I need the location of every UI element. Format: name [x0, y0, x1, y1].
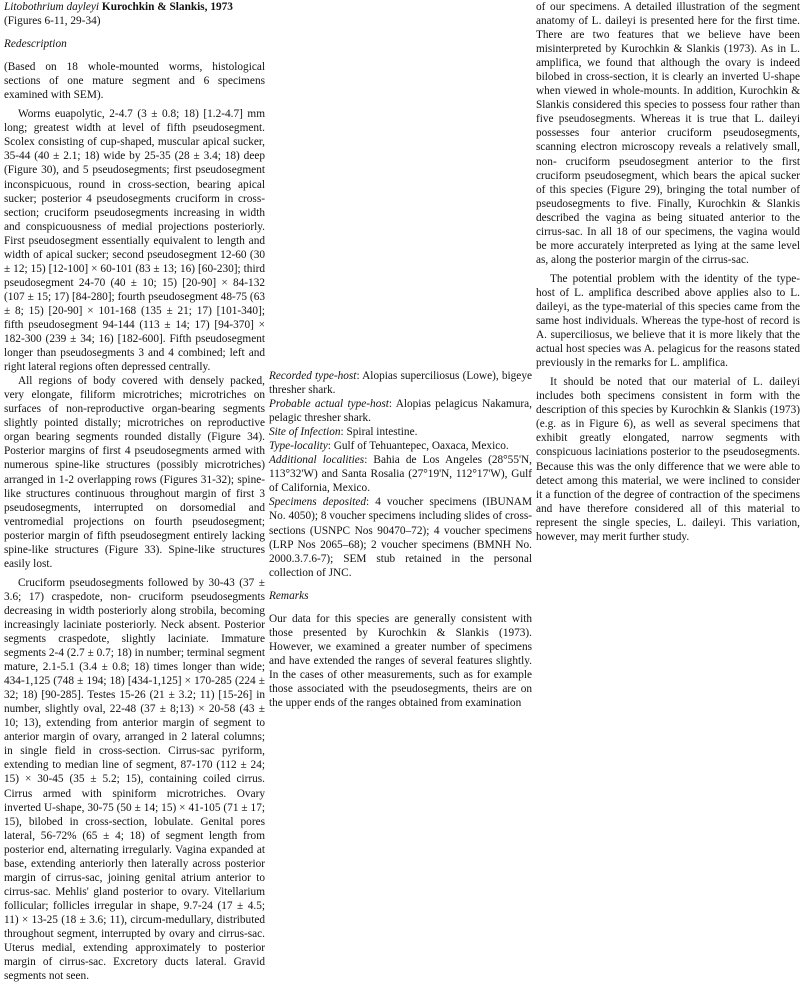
remarks-paragraph: It should be noted that our material of L. daileyi includes both specimens consistent in form with the description of this species by Kurochkin & Slankis (1973) (e.g. as in Figure 6), as well as several specimens that exhibit greatly elongated, narrow segments with conspicuous laciniations posterior to the pseudosegments. Because this was the only difference that we were able to detect among this material, we were inclined to consider it a function of the degree of contraction of the specimens and have therefore considered all of this material to represent the single species, L. daileyi. This variation, however, may merit further study. — [536, 376, 800, 543]
record-label: Type-locality — [269, 440, 328, 453]
record-specimens — [269, 495, 532, 579]
record-site — [269, 425, 532, 439]
record-label: Site of Infection — [269, 426, 341, 439]
column-right — [536, 0, 800, 983]
record-value: : Alopias superciliosus (Lowe), bigeye thresher shark. — [269, 370, 532, 397]
remarks-paragraph: Our data for this species are generally consistent with those presented by Kurochkin & Slankis (1973). However, we examined a greater number of specimens and have extended the ranges of several features slightly. In the cases of other measurements, such as for example those associated with the pseudosegments, theirs are on the upper ends of the ranges obtained from examination — [269, 612, 532, 710]
species-name: Litobothrium dayleyi — [4, 1, 100, 13]
column-left — [4, 0, 265, 983]
record-probable-host — [269, 397, 532, 425]
redescription-paragraph: All regions of body covered with densely packed, very elongate, filiform microtriches; microtriches on surfaces of non-reproductive organ-bearing segments slightly pointed distally; microtriches on reproductive organ bearing segments rounded distally (Figure 34). Posterior margins of first 4 pseudosegments armed with numerous spine-like structures (possibly microtriches) arranged in 1-2 overlapping rows (Figures 31-32); spine- like structures continuous throughout margin of first 3 pseudosegments, interrupted on dorsomedial and ventromedial projections on fourth pseudosegment; posterior margin of fifth pseudosegment entirely lacking spine-like structures (Figure 33). Spine-like structures easily lost. — [4, 375, 265, 570]
redescription-title: Redescription — [4, 38, 67, 51]
record-value: : Spiral intestine. — [340, 426, 418, 439]
redescription-intro: (Based on 18 whole-mounted worms, histological sections of one mature segment and 6 specimens examined with SEM). — [4, 61, 265, 102]
remarks-paragraph: The potential problem with the identity of the type-host of L. amplifica described above applies also to L. daileyi, as the type-material of this species came from the same host individuals. Whereas the type-host of record is A. superciliosus, we believe that it is more likely that the actual host species was A. pelagicus for the reasons stated previously in the remarks for L. amplifica. — [536, 272, 800, 370]
three-column-layout — [4, 0, 800, 983]
species-heading — [4, 0, 265, 14]
redescription-paragraph: Cruciform pseudosegments followed by 30-43 (37 ± 3.6; 17) craspedote, non- cruciform pseudosegments decreasing in width posteriorly along strobila, becoming increasingly laciniate posteriorly. Neck absent. Posterior segments craspedote, slightly laciniate. Immature segments 2-4 (2.7 ± 0.7; 18) in number; terminal segment mature, 2.1-5.1 (3.4 ± 0.8; 18) times longer than wide; 434-1,125 (748 ± 194; 18) [434-1,125] × 170-285 (224 ± 32; 18) [90-285]. Testes 15-26 (21 ± 3.2; 11) [15-26] in number, slightly oval, 22-48 (37 ± 8;13) × 20-58 (43 ± 10; 13), extending from anterior margin of segment to anterior margin of ovary, arranged in 2 lateral columns; in single field in cross-section. Cirrus-sac pyriform, extending to median line of segment, 87-170 (112 ± 24; 15) × 30-45 (35 ± 5.2; 15), containing coiled cirrus. Cirrus armed with spiniform microtriches. Ovary inverted U-shape, 30-75 (50 ± 14; 15) × 41-105 (71 ± 17; 15), bilobed in cross-section, lobulate. Genital pores lateral, 56-72% (65 ± 4; 18) of segment length from posterior end, alternating irregularly. Vagina expanded at base, extending anteriorly then laterally across posterior margin of cirrus-sac, joining genital atrium anterior to cirrus-sac. Mehlis' gland posterior to ovary. Vitellarium follicular; follicles irregular in shape, 9.7-24 (17 ± 4.5; 11) × 13-25 (18 ± 3.6; 11), circum-medullary, distributed throughout segment, interrupted by ovary and cirrus-sac. Uterus medial, extending approximately to posterior margin of cirrus-sac. Excretory ducts lateral. Gravid segments not seen. — [4, 576, 265, 983]
record-label: Recorded type-host — [269, 370, 357, 382]
record-type-locality — [269, 439, 532, 453]
record-additional-localities — [269, 453, 532, 495]
record-label: Specimens deposited — [269, 496, 367, 509]
redescription-paragraph: Worms euapolytic, 2-4.7 (3 ± 0.8; 18) [1.2-4.7] mm long; greatest width at level of fifth pseudosegment. Scolex consisting of cup-shaped, muscular apical sucker, 35-44 (40 ± 2.1; 18) wide by 25-35 (28 ± 3.4; 18) deep (Figure 30), and 5 pseudosegments; first pseudosegment inconspicuous, round in cross-section, bearing apical sucker; posterior 4 pseudosegments cruciform in cross-section; cruciform pseudosegments increasing in width and conspicuousness of medial projections posteriorly. First pseudosegment essentially equivalent to length and width of apical sucker; second pseudosegment 12-60 (30 ± 12; 15) [12-100] × 60-101 (83 ± 13; 16) [60-230]; third pseudosegment 24-70 (40 ± 10; 15) [20-90] × 84-132 (107 ± 15; 17) [84-280]; fourth pseudosegment 48-75 (63 ± 8; 15) [20-90] × 101-168 (135 ± 21; 17) [101-340]; fifth pseudosegment 94-144 (113 ± 14; 17) [94-370] × 182-300 (239 ± 34; 16) [182-600]. Fifth pseudosegment longer than pseudosegments 3 and 4 combined; left and right lateral regions often depressed centrally. — [4, 108, 265, 374]
species-authority: Kurochkin & Slankis, 1973 — [101, 1, 233, 13]
record-value: : Gulf of Tehuantepec, Oaxaca, Mexico. — [327, 440, 509, 453]
remarks-paragraph-continued: of our specimens. A detailed illustration of the segment anatomy of L. daileyi is presented here for the first time. There are two features that we believe have been misinterpreted by Kurochkin & Slankis (1973). As in L. amplifica, we found that although the ovary is indeed bilobed in cross-section, it is clearly an inverted U-shape when viewed in whole-mounts. In addition, Kurochkin & Slankis considered this species to possess four rather than five pseudosegments. Whereas it is true that L. daileyi possesses four anterior cruciform pseudosegments, scanning electron microscopy reveals a relatively small, non- cruciform pseudosegment anterior to the first cruciform pseudosegment, which bears the apical sucker of this species (Figure 29), bringing the total number of pseudosegments to five. Finally, Kurochkin & Slankis described the vagina as being situated anterior to the cirrus-sac. In all 18 of our specimens, the vagina would be more accurately interpreted as lying at the same level as, along the posterior margin of the cirrus-sac. — [536, 1, 800, 266]
record-value: : Bahia de Los Angeles (28°55'N, 113°32'W) and Santa Rosalia (27°19'N, 112°17'W), Gulf of California, Mexico. — [269, 454, 532, 495]
record-value: : Alopias pelagicus Nakamura, pelagic thresher shark. — [269, 398, 532, 425]
record-type-host — [269, 369, 532, 397]
column-middle — [269, 0, 532, 983]
record-value: : 4 voucher specimens (IBUNAM No. 4050); 8 voucher specimens including slides of cross-sections (USNPC Nos 90470–72); 4 voucher specimens (LRP Nos 2065–68); 2 voucher specimens (BMNH No. 2000.3.7.6-7); SEM stub retained in the personal collection of JNC. — [269, 496, 532, 579]
record-label: Probable actual type-host — [269, 398, 389, 411]
remarks-title: Remarks — [269, 589, 309, 602]
figure-reference: (Figures 6-11, 29-34) — [4, 15, 101, 28]
record-label: Additional localities — [269, 454, 365, 467]
